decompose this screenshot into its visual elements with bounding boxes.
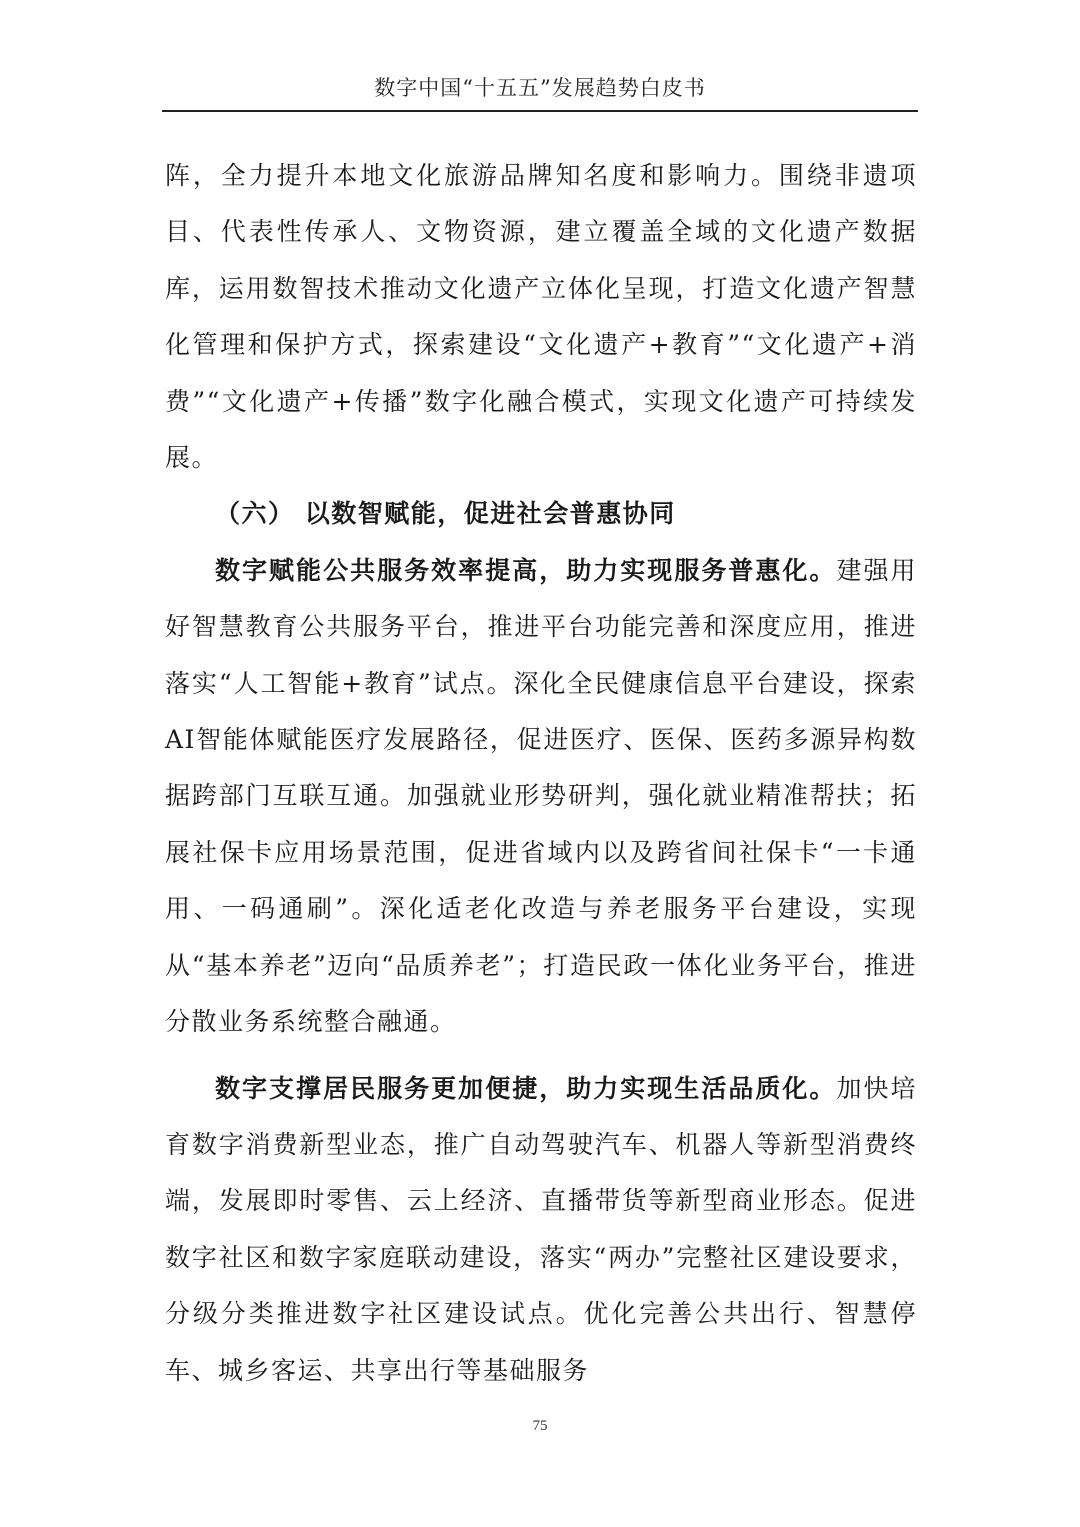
paragraph-text: 加快培育数字消费新型业态，推广自动驾驶汽车、机器人等新型消费终端，发展即时零售、云上经济、直播带货等新型商业形态。促进数字社区和数字家庭联动建设，落实“两办”完整社区建设要求，分级分类推进数字社区建设试点。优化完善公共出行、智慧停车、城乡客运、共享出行等基础服务 — [165, 1073, 917, 1385]
paragraph-public-services — [165, 543, 917, 1051]
paragraph-text: 建强用好智慧教育公共服务平台，推进平台功能完善和深度应用，推进落实“人工智能+教育”试点。深化全民健康信息平台建设，探索AI智能体赋能医疗发展路径，促进医疗、医保、医药多源异构数据跨部门互联互通。加强就业形势研判，强化就业精准帮扶；拓展社保卡应用场景范围，促进省域内以及跨省间社保卡“一卡通用、一码通刷”。深化适老化改造与养老服务平台建设，实现从“基本养老”迈向“品质养老”；打造民政一体化业务平台，推进分散业务系统整合融通。 — [165, 555, 917, 1037]
section-heading: （六） 以数智赋能，促进社会普惠协同 — [215, 499, 676, 529]
header-rule — [162, 110, 918, 112]
paragraph-lead: 数字支撑居民服务更加便捷，助力实现生活品质化。 — [215, 1073, 837, 1103]
page-number: 75 — [532, 1418, 548, 1434]
paragraph-lead: 数字赋能公共服务效率提高，助力实现服务普惠化。 — [215, 555, 837, 585]
paragraph-continuation: 阵，全力提升本地文化旅游品牌知名度和影响力。围绕非遗项目、代表性传承人、文物资源，建立覆盖全域的文化遗产数据库，运用数智技术推动文化遗产立体化呈现，打造文化遗产智慧化管理和保护方式，探索建设“文化遗产+教育”“文化遗产+消费”“文化遗产+传播”数字化融合模式，实现文化遗产可持续发展。 — [165, 161, 917, 473]
body-text — [165, 148, 917, 1399]
running-header: 数字中国“十五五”发展趋势白皮书 — [374, 76, 706, 100]
paragraph-resident-services — [165, 1061, 917, 1399]
